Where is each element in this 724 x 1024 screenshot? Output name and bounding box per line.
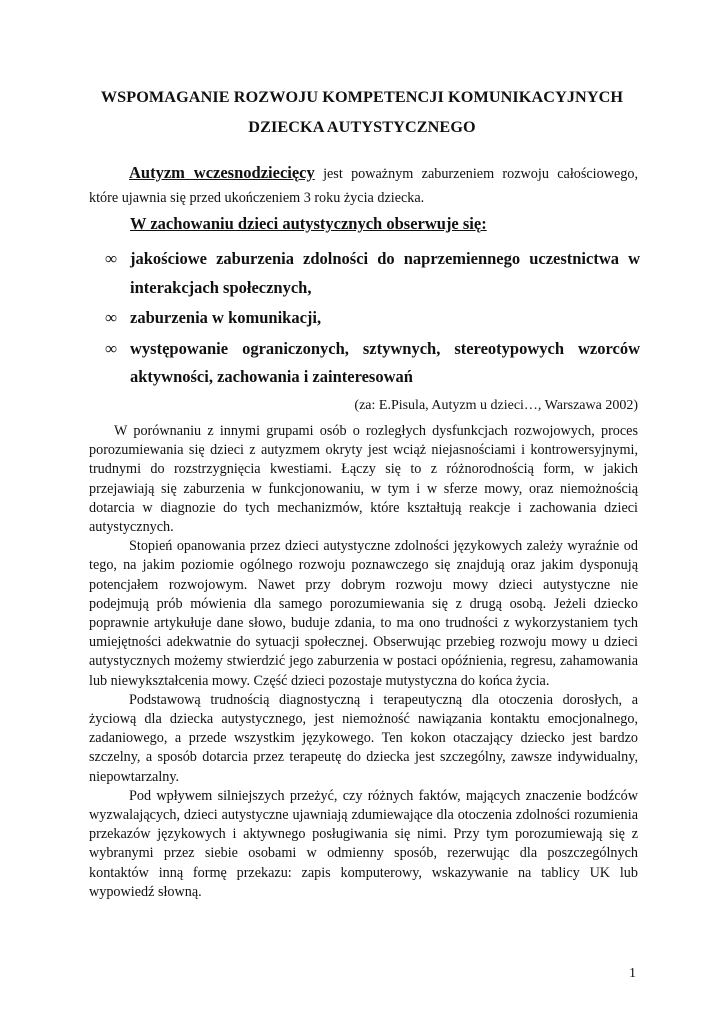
list-item-text: występowanie ograniczonych, sztywnych, stereotypowych wzorców aktywności, zachowania i zainteresowań [130,338,640,386]
infinity-bullet-icon: ∞ [105,308,118,327]
observations-list [105,245,640,394]
body-paragraph: Podstawową trudnością diagnostyczną i terapeutyczną dla otoczenia dorosłych, a życiową dla dziecka autystycznego, jest niemożność nawiązania kontaktu emocjonalnego, zadaniowego, a przede wszystkim językowego. Ten kokon otaczający dziecko jest bardzo szczelny, a sposób dotarcia przez terapeutę do dziecka jest szczególny, zawsze indywidualny, niepowtarzalny. [89,691,638,785]
body-paragraph: Stopień opanowania przez dzieci autystyczne zdolności językowych zależy wyraźnie od tego, na jakim poziomie ogólnego rozwoju poznawczego się znajdują oraz jakim dysponują potencjałem rozwojowym. Nawet przy dobrym rozwoju mowy dzieci autystyczne nie podejmują prób mówienia dla samego porozumiewania się z drugą osobą. Jeżeli dziecko poprawnie artykułuje dane słowo, buduje zdania, to ma ono trudności z wykorzystaniem tych umiejętności adekwatnie do sytuacji społecznej. Obserwując przebieg rozwoju mowy u dzieci autystycznych możemy stwierdzić jego zaburzenia w postaci opóźnienia, regresu, zahamowania lub niewykształcenia mowy. Część dzieci pozostaje mutystyczna do końca życia. [89,538,638,689]
list-item-text: jakościowe zaburzenia zdolności do naprzemiennego uczestnictwa w interakcjach społecznych, [130,249,640,297]
citation: (za: E.Pisula, Autyzm u dzieci…, Warszawa 2002) [354,398,638,413]
intro-paragraph [89,161,638,210]
document-title-line-1: WSPOMAGANIE ROZWOJU KOMPETENCJI KOMUNIKACYJNYCH [100,88,624,106]
body-paragraph: Pod wpływem silniejszych przeżyć, czy różnych faktów, mających znaczenie bodźców wyzwalających, dzieci autystyczne ujawniają zdumiewające dla otoczenia zdolności rozumienia przekazów językowych i aktywnego posługiwania się nimi. Przy tym porozumiewają się z wybranymi przez siebie osobami w odmienny sposób, rezerwując dla poszczególnych kontaktów inną formę przekazu: zapis komputerowy, wskazywanie na tablicy UK lub wypowiedź słowną. [89,787,638,900]
intro-text: jest poważnym zaburzeniem rozwoju całościowego, które ujawnia się przed ukończeniem 3 roku życia dziecka. [89,166,638,206]
infinity-bullet-icon: ∞ [105,338,118,358]
infinity-bullet-icon: ∞ [105,249,118,268]
list-item [105,335,640,392]
body-text [89,422,638,902]
page-number: 1 [629,966,636,981]
list-item [105,304,640,333]
list-item-text: zaburzenia w komunikacji, [130,308,322,327]
list-item [105,245,640,302]
body-paragraph: W porównaniu z innymi grupami osób o rozległych dysfunkcjach rozwojowych, proces porozumiewania się dzieci z autyzmem okryty jest wciąż niejasnościami i kontrowersyjnymi, trudnymi do rozstrzygnięcia kwestiami. Łączy się to z różnorodnością form, w jakich przejawiają się zaburzenia w funkcjonowaniu, w tym i w sferze mowy, oraz niemożnością dotarcia w diagnozie do tych mechanizmów, które kształtują reakcje i zachowania dzieci autystycznych. [89,423,638,536]
document-title-line-2: DZIECKA AUTYSTYCZNEGO [248,118,476,136]
intro-lead-term: Autyzm wczesnodziecięcy [129,163,315,182]
observations-subheading: W zachowaniu dzieci autystycznych obserwuje się: [130,214,487,233]
